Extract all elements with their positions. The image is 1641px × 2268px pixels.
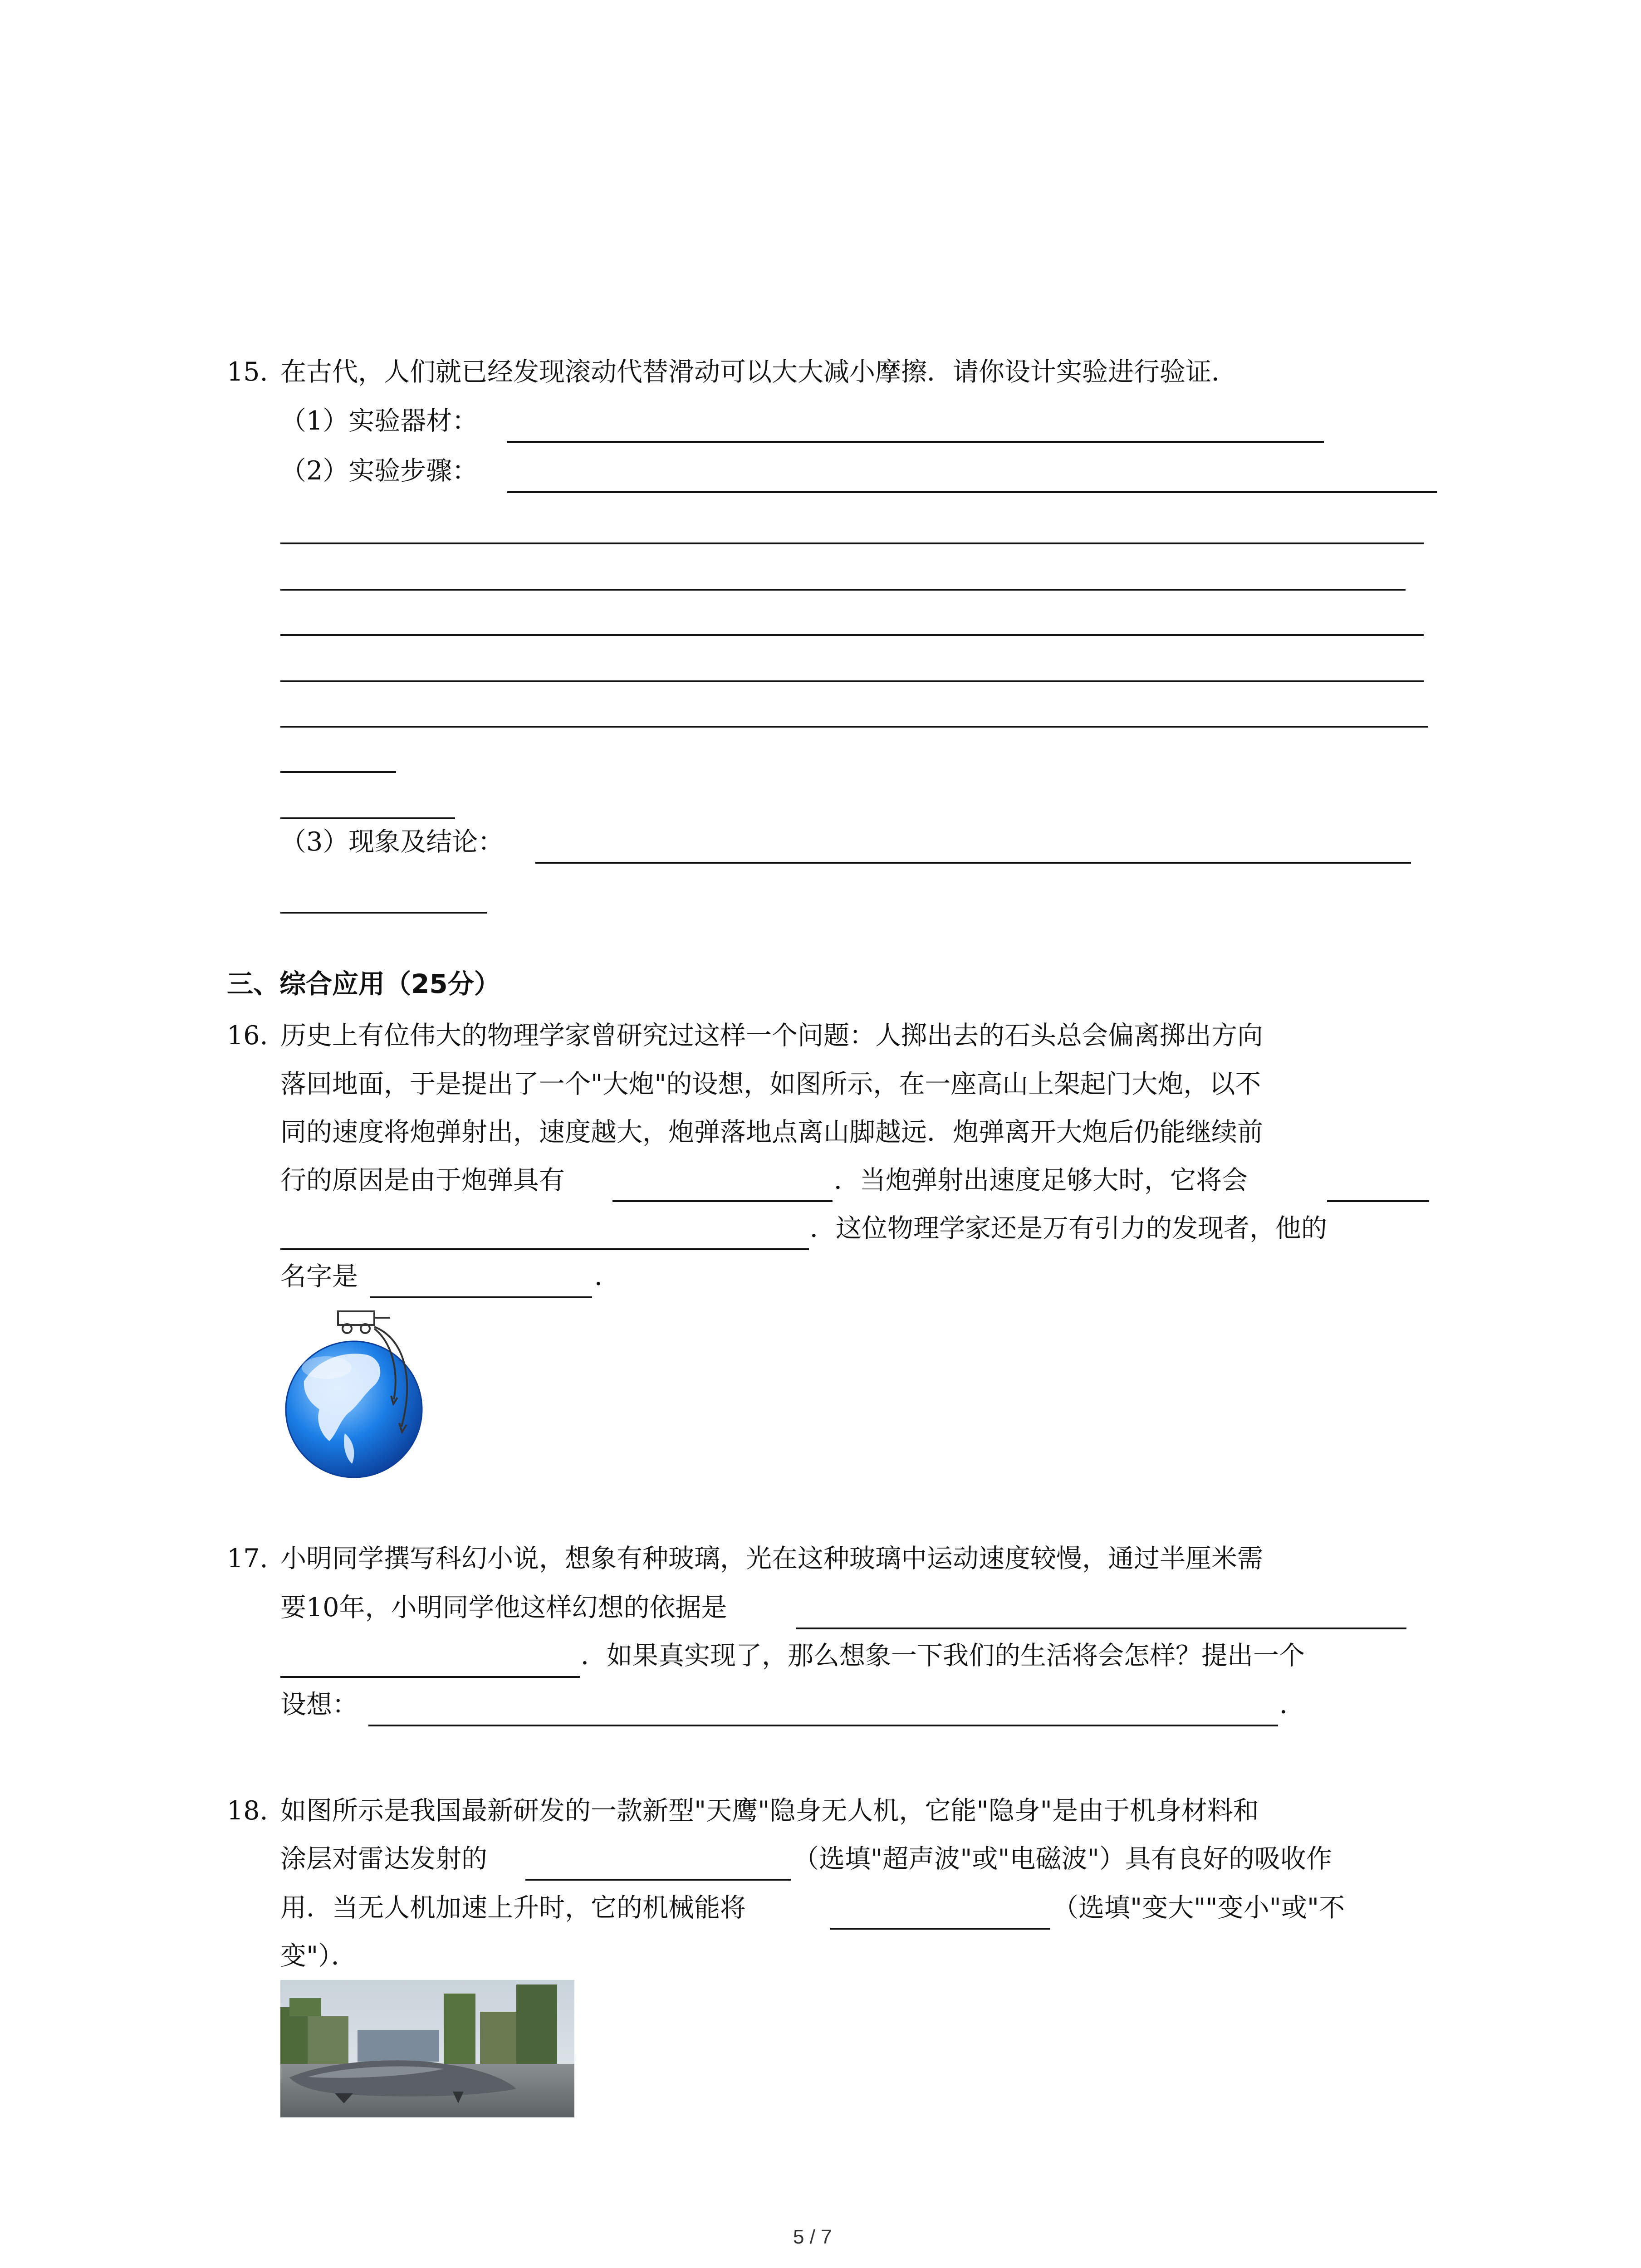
q15-item3-label: （3）现象及结论： bbox=[280, 827, 504, 857]
q15-conclusion-blank[interactable] bbox=[535, 862, 1411, 864]
q16-inertia-blank[interactable] bbox=[612, 1200, 833, 1202]
q15-steps-line[interactable] bbox=[280, 771, 396, 773]
q15-number: 15. bbox=[227, 357, 268, 387]
q17-number: 17. bbox=[227, 1544, 268, 1574]
q16-text-line: 历史上有位伟大的物理学家曾研究过这样一个问题：人掷出去的石头总会偏离掷出方向 bbox=[280, 1021, 1263, 1051]
q16-number: 16. bbox=[227, 1021, 268, 1051]
q18-text-line: （选填"超声波"或"电磁波"）具有良好的吸收作 bbox=[793, 1844, 1332, 1874]
q15-conclusion-line[interactable] bbox=[280, 912, 487, 914]
q16-result-blank-cont[interactable] bbox=[280, 1248, 809, 1250]
q17-basis-blank-cont[interactable] bbox=[280, 1676, 580, 1678]
q16-result-blank[interactable] bbox=[1327, 1200, 1429, 1202]
q15-equipment-blank[interactable] bbox=[507, 441, 1324, 443]
q18-text-line: 涂层对雷达发射的 bbox=[280, 1844, 487, 1874]
q15-item1-label: （1）实验器材： bbox=[280, 406, 478, 436]
cannon-globe-figure bbox=[277, 1309, 445, 1481]
q15-steps-line[interactable] bbox=[280, 543, 1424, 544]
q17-text-line: ．如果真实现了，那么想象一下我们的生活将会怎样？提出一个 bbox=[581, 1641, 1305, 1671]
q16-text-line: 同的速度将炮弹射出，速度越大，炮弹落地点离山脚越远．炮弹离开大炮后仍能继续前 bbox=[280, 1117, 1263, 1147]
q16-text-line: 名字是 bbox=[280, 1261, 358, 1291]
q17-text-line: 设想： bbox=[280, 1690, 358, 1720]
q16-period: ． bbox=[594, 1261, 620, 1291]
q18-text-line: 变"）． bbox=[280, 1941, 357, 1971]
section-heading: 三、综合应用（25分） bbox=[227, 968, 500, 999]
q18-energy-blank[interactable] bbox=[830, 1928, 1050, 1930]
q16-name-blank[interactable] bbox=[370, 1296, 592, 1298]
q16-text-line: ．当炮弹射出速度足够大时，它将会 bbox=[834, 1165, 1248, 1195]
q17-basis-blank[interactable] bbox=[796, 1628, 1406, 1629]
q18-text-line: （选填"变大""变小"或"不 bbox=[1053, 1893, 1345, 1923]
q17-text-line: 小明同学撰写科幻小说，想象有种玻璃，光在这种玻璃中运动速度较慢，通过半厘米需 bbox=[280, 1544, 1263, 1574]
q17-period: ． bbox=[1279, 1690, 1305, 1720]
q15-steps-blank[interactable] bbox=[507, 491, 1437, 493]
q16-text-line: 落回地面，于是提出了一个"大炮"的设想，如图所示，在一座高山上架起门大炮，以不 bbox=[280, 1069, 1261, 1099]
q16-text-line: 行的原因是由于炮弹具有 bbox=[280, 1165, 565, 1195]
q15-steps-line[interactable] bbox=[280, 680, 1424, 682]
q16-text-line: ．这位物理学家还是万有引力的发现者，他的 bbox=[810, 1213, 1327, 1243]
q15-steps-line[interactable] bbox=[280, 726, 1428, 728]
q18-number: 18. bbox=[227, 1796, 268, 1826]
q18-text-line: 用．当无人机加速上升时，它的机械能将 bbox=[280, 1893, 746, 1923]
q15-steps-line[interactable] bbox=[280, 589, 1406, 591]
stealth-drone-photo bbox=[280, 1980, 574, 2117]
q18-text-line: 如图所示是我国最新研发的一款新型"天鹰"隐身无人机，它能"隐身"是由于机身材料和 bbox=[280, 1796, 1259, 1826]
q17-text-line: 要10年，小明同学他这样幻想的依据是 bbox=[280, 1593, 727, 1623]
q15-steps-line[interactable] bbox=[280, 634, 1424, 636]
q17-idea-blank[interactable] bbox=[368, 1725, 1278, 1726]
q15-item2-label: （2）实验步骤： bbox=[280, 456, 478, 486]
q15-steps-line[interactable] bbox=[280, 817, 455, 819]
page-number: 5 / 7 bbox=[793, 2226, 832, 2248]
q15-stem: 在古代，人们就已经发现滚动代替滑动可以大大减小摩擦．请你设计实验进行验证． bbox=[280, 357, 1237, 387]
q18-wave-blank[interactable] bbox=[525, 1879, 791, 1881]
